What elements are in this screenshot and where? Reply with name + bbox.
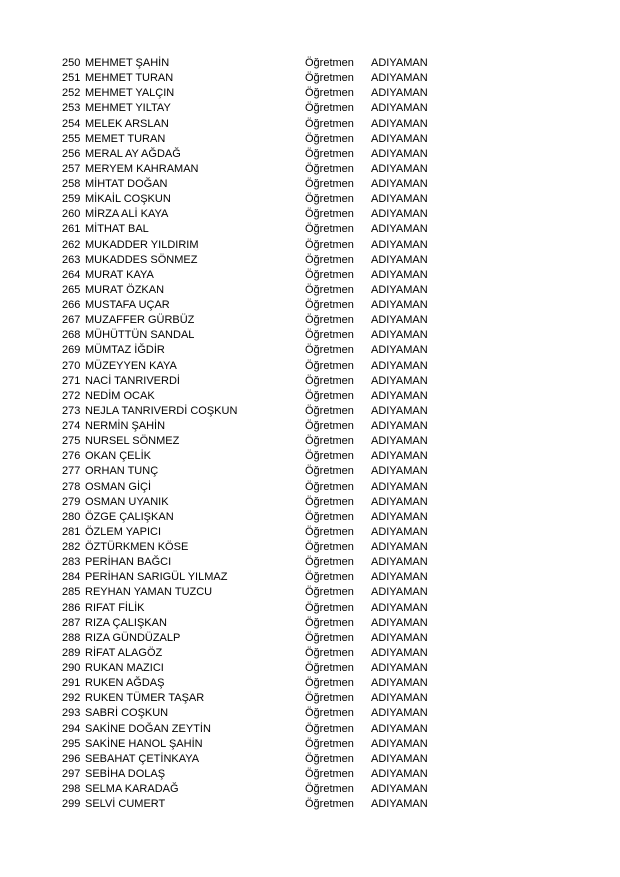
person-name: RIFAT FİLİK <box>85 601 145 614</box>
person-name: RUKAN MAZICI <box>85 662 164 674</box>
person-name: SEBAHAT ÇETİNKAYA <box>85 752 200 765</box>
job-title: Öğretmen <box>305 752 354 765</box>
city-name: ADIYAMAN <box>371 374 428 387</box>
job-title: Öğretmen <box>305 420 354 432</box>
row-number: 287 <box>62 616 81 629</box>
person-name: NACİ TANRIVERDİ <box>85 374 180 387</box>
job-title: Öğretmen <box>305 465 354 478</box>
row-number: 268 <box>62 329 81 342</box>
job-title: Öğretmen <box>305 253 354 266</box>
person-name: MUZAFFER GÜRBÜZ <box>85 314 195 327</box>
person-name: ÖZGE ÇALIŞKAN <box>85 510 174 523</box>
list-item <box>0 555 620 570</box>
city-name: ADIYAMAN <box>371 692 428 705</box>
job-title: Öğretmen <box>305 404 354 417</box>
job-title: Öğretmen <box>305 571 354 584</box>
list-item <box>0 464 620 479</box>
person-name: MEMET TURAN <box>85 132 166 145</box>
person-name: OSMAN UYANIK <box>85 495 169 508</box>
row-number: 279 <box>62 495 81 508</box>
person-name: SELMA KARADAĞ <box>85 783 179 795</box>
city-name: ADIYAMAN <box>371 87 428 100</box>
list-item <box>0 132 620 147</box>
person-name: MİHTAT DOĞAN <box>85 178 168 190</box>
list-item <box>0 616 620 631</box>
list-item <box>0 510 620 525</box>
row-number: 263 <box>62 253 81 266</box>
person-name: SELVİ CUMERT <box>85 798 166 811</box>
list-item <box>0 646 620 661</box>
person-name: MERYEM KAHRAMAN <box>85 162 199 175</box>
person-name: ÖZTÜRKMEN KÖSE <box>85 541 189 553</box>
job-title: Öğretmen <box>305 692 354 705</box>
city-name: ADIYAMAN <box>371 57 428 69</box>
city-name: ADIYAMAN <box>371 420 428 432</box>
list-item <box>0 782 620 797</box>
person-name: NEJLA TANRIVERDİ COŞKUN <box>85 404 238 417</box>
city-name: ADIYAMAN <box>371 707 428 720</box>
city-name: ADIYAMAN <box>371 722 428 735</box>
list-item <box>0 631 620 646</box>
list-item <box>0 222 620 237</box>
row-number: 273 <box>62 404 81 417</box>
city-name: ADIYAMAN <box>371 556 428 569</box>
list-item <box>0 147 620 162</box>
city-name: ADIYAMAN <box>371 102 428 115</box>
person-name: MEHMET YILTAY <box>85 102 171 115</box>
person-name: MÜZEYYEN KAYA <box>85 359 177 372</box>
job-title: Öğretmen <box>305 359 354 372</box>
person-name: MELEK ARSLAN <box>85 117 169 130</box>
row-number: 267 <box>62 314 81 327</box>
list-item <box>0 404 620 419</box>
job-title: Öğretmen <box>305 495 354 508</box>
person-name: MURAT KAYA <box>85 268 154 281</box>
person-name: MÜMTAZ İĞDİR <box>85 344 165 357</box>
person-name: RIZA GÜNDÜZALP <box>85 631 181 644</box>
list-item <box>0 71 620 86</box>
list-item <box>0 359 620 374</box>
city-name: ADIYAMAN <box>371 752 428 765</box>
row-number: 288 <box>62 631 81 644</box>
job-title: Öğretmen <box>305 268 354 281</box>
job-title: Öğretmen <box>305 435 354 448</box>
job-title: Öğretmen <box>305 147 354 160</box>
person-name: PERİHAN BAĞCI <box>85 556 172 569</box>
row-number: 274 <box>62 420 81 432</box>
job-title: Öğretmen <box>305 480 354 493</box>
row-number: 266 <box>62 299 81 311</box>
person-name: MUKADDER YILDIRIM <box>85 238 199 251</box>
row-number: 276 <box>62 450 81 463</box>
job-title: Öğretmen <box>305 722 354 735</box>
job-title: Öğretmen <box>305 117 354 130</box>
row-number: 262 <box>62 238 81 251</box>
row-number: 271 <box>62 374 81 387</box>
list-item <box>0 101 620 116</box>
person-name: MERAL AY AĞDAĞ <box>85 147 181 160</box>
row-number: 252 <box>62 87 81 100</box>
city-name: ADIYAMAN <box>371 510 428 523</box>
person-name: MEHMET TURAN <box>85 72 174 85</box>
row-number: 297 <box>62 767 81 780</box>
city-name: ADIYAMAN <box>371 783 428 795</box>
job-title: Öğretmen <box>305 767 354 780</box>
job-title: Öğretmen <box>305 344 354 357</box>
city-name: ADIYAMAN <box>371 601 428 614</box>
row-number: 292 <box>62 692 81 705</box>
city-name: ADIYAMAN <box>371 72 428 85</box>
list-item <box>0 797 620 812</box>
row-number: 257 <box>62 162 81 175</box>
job-title: Öğretmen <box>305 87 354 100</box>
row-number: 250 <box>62 57 81 69</box>
job-title: Öğretmen <box>305 329 354 342</box>
list-item <box>0 298 620 313</box>
city-name: ADIYAMAN <box>371 223 428 236</box>
list-item <box>0 691 620 706</box>
city-name: ADIYAMAN <box>371 646 428 659</box>
job-title: Öğretmen <box>305 798 354 811</box>
list-item <box>0 268 620 283</box>
city-name: ADIYAMAN <box>371 238 428 251</box>
row-number: 296 <box>62 752 81 765</box>
person-name: MÜHÜTTÜN SANDAL <box>85 329 195 342</box>
row-number: 290 <box>62 662 81 674</box>
row-number: 286 <box>62 601 81 614</box>
person-name: NEDİM OCAK <box>85 389 155 402</box>
list-item <box>0 162 620 177</box>
list-item <box>0 313 620 328</box>
city-name: ADIYAMAN <box>371 480 428 493</box>
person-name: MURAT ÖZKAN <box>85 283 165 296</box>
list-item <box>0 480 620 495</box>
job-title: Öğretmen <box>305 238 354 251</box>
row-number: 299 <box>62 798 81 811</box>
job-title: Öğretmen <box>305 314 354 327</box>
person-name: RUKEN TÜMER TAŞAR <box>85 692 205 705</box>
person-name: PERİHAN SARIGÜL YILMAZ <box>85 571 228 584</box>
row-number: 251 <box>62 72 81 85</box>
job-title: Öğretmen <box>305 631 354 644</box>
job-title: Öğretmen <box>305 616 354 629</box>
city-name: ADIYAMAN <box>371 495 428 508</box>
person-name: OSMAN GİÇİ <box>85 480 152 493</box>
row-number: 295 <box>62 737 81 750</box>
list-item <box>0 253 620 268</box>
list-item <box>0 207 620 222</box>
list-item <box>0 192 620 207</box>
city-name: ADIYAMAN <box>371 344 428 357</box>
list-item <box>0 601 620 616</box>
person-name: MEHMET ŞAHİN <box>85 57 170 69</box>
row-number: 261 <box>62 223 81 236</box>
city-name: ADIYAMAN <box>371 586 428 599</box>
list-item <box>0 706 620 721</box>
list-item <box>0 737 620 752</box>
city-name: ADIYAMAN <box>371 767 428 780</box>
list-item <box>0 419 620 434</box>
job-title: Öğretmen <box>305 783 354 795</box>
person-name: MUKADDES SÖNMEZ <box>85 253 198 266</box>
city-name: ADIYAMAN <box>371 132 428 145</box>
row-number: 253 <box>62 102 81 115</box>
job-title: Öğretmen <box>305 677 354 690</box>
row-number: 282 <box>62 541 81 553</box>
job-title: Öğretmen <box>305 737 354 750</box>
row-number: 259 <box>62 193 81 206</box>
city-name: ADIYAMAN <box>371 314 428 327</box>
row-number: 294 <box>62 722 81 735</box>
person-name: MEHMET YALÇIN <box>85 87 175 100</box>
person-name: SABRİ COŞKUN <box>85 707 169 720</box>
city-name: ADIYAMAN <box>371 253 428 266</box>
row-number: 289 <box>62 646 81 659</box>
row-number: 264 <box>62 268 81 281</box>
person-name: RİFAT ALAGÖZ <box>85 646 163 659</box>
job-title: Öğretmen <box>305 389 354 402</box>
city-name: ADIYAMAN <box>371 299 428 311</box>
person-name: ORHAN TUNÇ <box>85 465 159 478</box>
list-item <box>0 328 620 343</box>
job-title: Öğretmen <box>305 223 354 236</box>
job-title: Öğretmen <box>305 132 354 145</box>
city-name: ADIYAMAN <box>371 193 428 206</box>
row-number: 293 <box>62 707 81 720</box>
city-name: ADIYAMAN <box>371 465 428 478</box>
job-title: Öğretmen <box>305 525 354 538</box>
city-name: ADIYAMAN <box>371 737 428 750</box>
job-title: Öğretmen <box>305 510 354 523</box>
list-item <box>0 525 620 540</box>
job-title: Öğretmen <box>305 662 354 674</box>
city-name: ADIYAMAN <box>371 389 428 402</box>
list-item <box>0 495 620 510</box>
list-item <box>0 585 620 600</box>
list-item <box>0 389 620 404</box>
person-name: MİKAİL COŞKUN <box>85 193 171 206</box>
list-item <box>0 449 620 464</box>
list-item <box>0 343 620 358</box>
city-name: ADIYAMAN <box>371 525 428 538</box>
row-number: 283 <box>62 556 81 569</box>
row-number: 270 <box>62 359 81 372</box>
city-name: ADIYAMAN <box>371 162 428 175</box>
job-title: Öğretmen <box>305 586 354 599</box>
row-number: 269 <box>62 344 81 357</box>
city-name: ADIYAMAN <box>371 283 428 296</box>
row-number: 298 <box>62 783 81 795</box>
row-number: 255 <box>62 132 81 145</box>
row-number: 254 <box>62 117 81 130</box>
job-title: Öğretmen <box>305 283 354 296</box>
city-name: ADIYAMAN <box>371 435 428 448</box>
person-name: SEBİHA DOLAŞ <box>85 767 166 780</box>
city-name: ADIYAMAN <box>371 178 428 190</box>
row-number: 285 <box>62 586 81 599</box>
person-name: RUKEN AĞDAŞ <box>85 677 165 690</box>
job-title: Öğretmen <box>305 178 354 190</box>
city-name: ADIYAMAN <box>371 268 428 281</box>
job-title: Öğretmen <box>305 193 354 206</box>
list-item <box>0 374 620 389</box>
row-number: 260 <box>62 208 81 221</box>
city-name: ADIYAMAN <box>371 208 428 221</box>
row-number: 281 <box>62 525 81 538</box>
city-name: ADIYAMAN <box>371 329 428 342</box>
row-number: 284 <box>62 571 81 584</box>
city-name: ADIYAMAN <box>371 798 428 811</box>
list-item <box>0 56 620 71</box>
list-item <box>0 117 620 132</box>
row-number: 291 <box>62 677 81 690</box>
row-number: 258 <box>62 178 81 190</box>
city-name: ADIYAMAN <box>371 450 428 463</box>
person-name: MİRZA ALİ KAYA <box>85 208 169 221</box>
person-name: SAKİNE HANOL ŞAHİN <box>85 737 203 750</box>
list-item <box>0 767 620 782</box>
city-name: ADIYAMAN <box>371 631 428 644</box>
row-number: 265 <box>62 283 81 296</box>
city-name: ADIYAMAN <box>371 404 428 417</box>
person-name: ÖZLEM YAPICI <box>85 525 162 538</box>
job-title: Öğretmen <box>305 162 354 175</box>
job-title: Öğretmen <box>305 450 354 463</box>
city-name: ADIYAMAN <box>371 571 428 584</box>
city-name: ADIYAMAN <box>371 662 428 674</box>
job-title: Öğretmen <box>305 72 354 85</box>
person-name: SAKİNE DOĞAN ZEYTİN <box>85 722 211 735</box>
row-number: 280 <box>62 510 81 523</box>
list-item <box>0 752 620 767</box>
list-item <box>0 283 620 298</box>
list-item <box>0 238 620 253</box>
job-title: Öğretmen <box>305 57 354 69</box>
list-item <box>0 86 620 101</box>
job-title: Öğretmen <box>305 541 354 553</box>
person-name: NURSEL SÖNMEZ <box>85 435 180 448</box>
person-name: RIZA ÇALIŞKAN <box>85 616 167 629</box>
job-title: Öğretmen <box>305 374 354 387</box>
job-title: Öğretmen <box>305 299 354 311</box>
row-number: 256 <box>62 147 81 160</box>
list-item <box>0 434 620 449</box>
job-title: Öğretmen <box>305 208 354 221</box>
row-number: 278 <box>62 480 81 493</box>
city-name: ADIYAMAN <box>371 677 428 690</box>
job-title: Öğretmen <box>305 102 354 115</box>
city-name: ADIYAMAN <box>371 117 428 130</box>
row-number: 272 <box>62 389 81 402</box>
list-item <box>0 676 620 691</box>
job-title: Öğretmen <box>305 601 354 614</box>
teacher-list <box>0 56 620 812</box>
list-item <box>0 540 620 555</box>
list-item <box>0 722 620 737</box>
person-name: MUSTAFA UÇAR <box>85 299 170 311</box>
job-title: Öğretmen <box>305 556 354 569</box>
person-name: MİTHAT BAL <box>85 223 149 236</box>
person-name: NERMİN ŞAHİN <box>85 420 166 432</box>
job-title: Öğretmen <box>305 707 354 720</box>
row-number: 275 <box>62 435 81 448</box>
list-item <box>0 570 620 585</box>
city-name: ADIYAMAN <box>371 359 428 372</box>
person-name: OKAN ÇELİK <box>85 450 152 463</box>
city-name: ADIYAMAN <box>371 616 428 629</box>
list-item <box>0 661 620 676</box>
row-number: 277 <box>62 465 81 478</box>
person-name: REYHAN YAMAN TUZCU <box>85 586 213 599</box>
city-name: ADIYAMAN <box>371 541 428 553</box>
list-item <box>0 177 620 192</box>
job-title: Öğretmen <box>305 646 354 659</box>
city-name: ADIYAMAN <box>371 147 428 160</box>
